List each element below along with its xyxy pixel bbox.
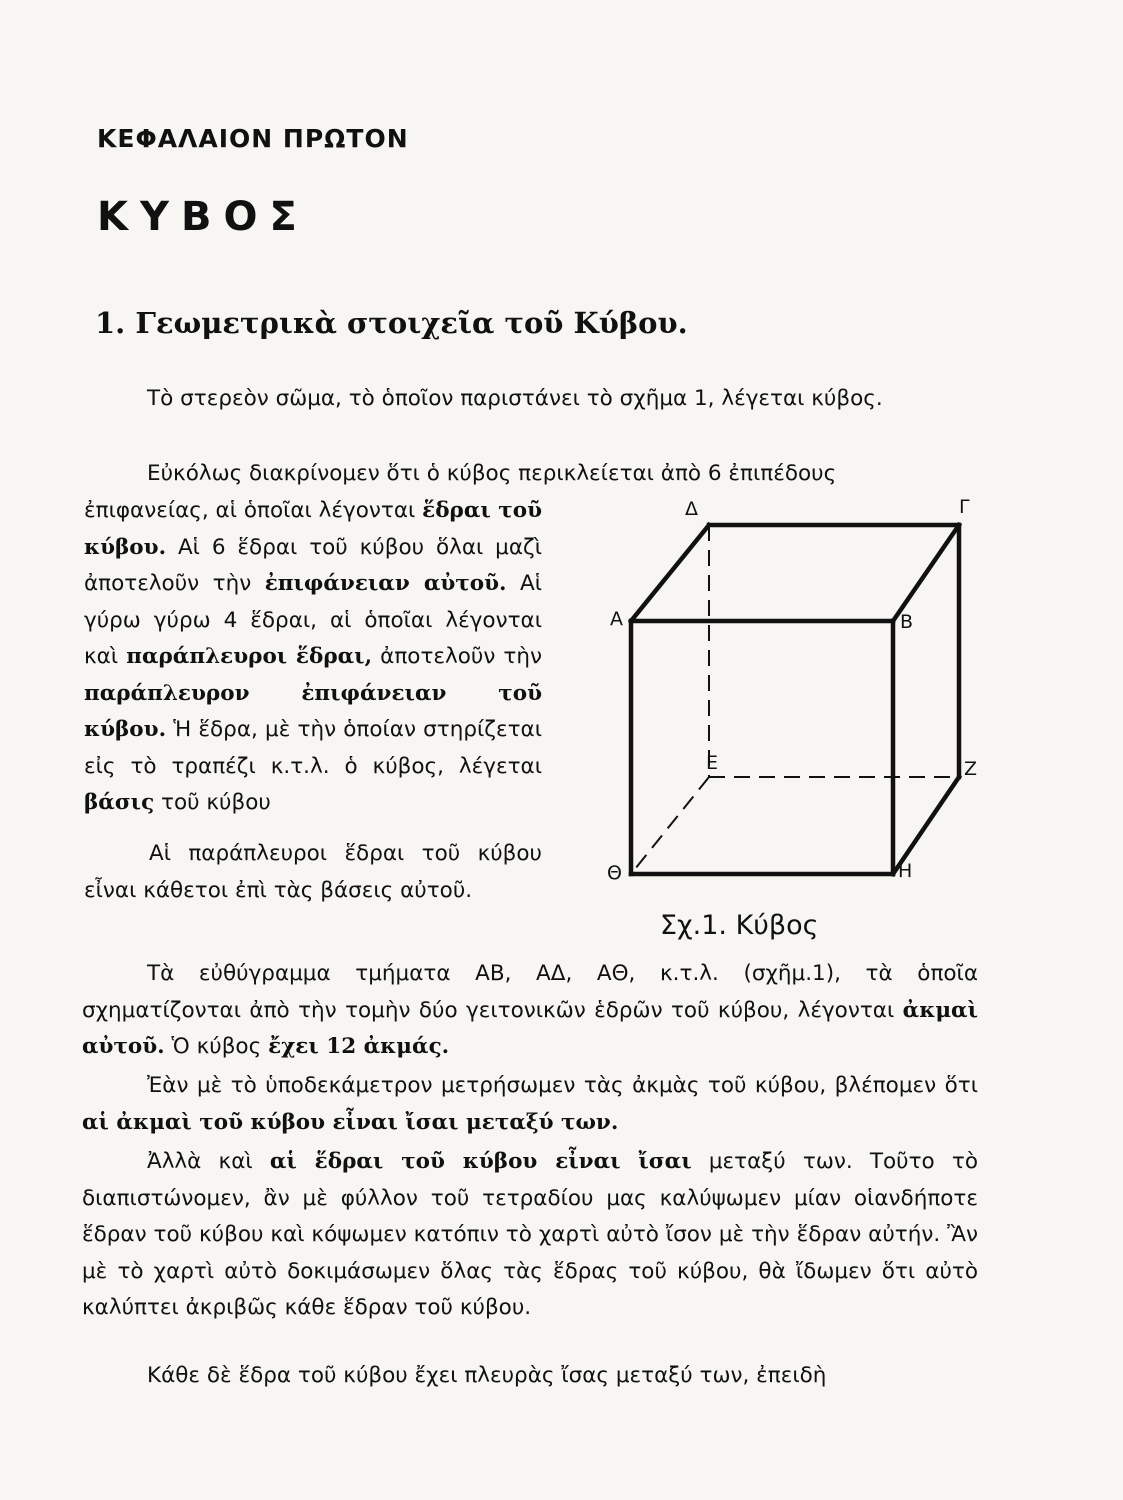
term-surface: ἐπιφάνειαν αὐτοῦ. [264, 571, 507, 596]
chapter-title: ΚΥΒΟΣ [97, 194, 309, 240]
paragraph-6: Ἀλλὰ καὶ αἱ ἕδραι τοῦ κύβου εἶναι ἴσαι μεταξύ των. Τοῦτο τὸ διαπιστώνομεν, ἂν μὲ φύλλον τοῦ τετραδίου μας καλύψωμεν μίαν οἱανδήποτε ἕδραν τοῦ κύβου καὶ κόψωμεν κατόπιν τὸ χαρτὶ αὐτὸ ἴσον μὲ τὴν ἕδραν αὐτήν. Ἂν μὲ τὸ χαρτὶ αὐτὸ δοκιμάσωμεν ὅλας τὰς ἕδρας τοῦ κύβου, θὰ ἴδωμεν ὅτι αὐτὸ καλύπτει ἀκριβῶς κάθε ἕδραν τοῦ κύβου. [82, 1149, 979, 1320]
vertex-label-E: Ε [706, 752, 719, 774]
paragraph-1: Τὸ στερεὸν σῶμα, τὸ ὁποῖον παριστάνει τὸ σχῆμα 1, λέγεται κύβος. [147, 386, 883, 411]
vertex-label-Z: Ζ [964, 758, 978, 780]
vertex-label-B: Β [900, 611, 914, 633]
term-base: βάσις [84, 790, 155, 815]
paragraph-7: Κάθε δὲ ἕδρα τοῦ κύβου ἔχει πλευρὰς ἴσας μεταξύ των, ἐπειδὴ [147, 1363, 827, 1388]
paragraph-4: Τὰ εὐθύγραμμα τμήματα ΑΒ, ΑΔ, ΑΘ, κ.τ.λ. (σχῆμ.1), τὰ ὁποῖα σχηματίζονται ἀπὸ τὴν τομὴν δύο γειτονικῶν ἑδρῶν τοῦ κύβου, λέγονται ἀκμαὶ αὐτοῦ. Ὁ κύβος ἔχει 12 ἀκμάς. [82, 961, 979, 1059]
paragraph-2-lead: Εὐκόλως διακρίνομεν ὅτι ὁ κύβος περικλείεται ἀπὸ 6 ἐπιπέδους [147, 461, 837, 486]
edge-BG [893, 525, 959, 621]
edge-AD [631, 525, 709, 621]
term-lateral-surface: παράπλευρον ἐπιφάνειαν τοῦ κύβου. [84, 680, 542, 742]
vertex-label-G: Γ [959, 496, 970, 518]
term-faces: ἕδραι τοῦ κύβου. [84, 498, 542, 560]
paragraph-5: Ἐὰν μὲ τὸ ὑποδεκάμετρον μετρήσωμεν τὰς ἀκμὰς τοῦ κύβου, βλέπομεν ὅτι αἱ ἀκμαὶ τοῦ κύβου εἶναι ἴσαι μεταξύ των. [82, 1073, 978, 1135]
section-heading: 1. Γεωμετρικὰ στοιχεῖα τοῦ Κύβου. [95, 306, 688, 340]
vertex-label-A: Α [610, 608, 623, 630]
cube-figure [590, 490, 1000, 950]
term-lateral-faces: παράπλευροι ἕδραι, [126, 644, 373, 669]
chapter-label: ΚΕΦΑΛΑΙΟΝ ΠΡΩΤΟΝ [97, 124, 409, 153]
term-edges-equal: αἱ ἀκμαὶ τοῦ κύβου εἶναι ἴσαι μεταξύ των. [82, 1109, 619, 1135]
term-12-edges: ἔχει 12 ἀκμάς. [268, 1034, 450, 1059]
term-faces-equal: αἱ ἕδραι τοῦ κύβου εἶναι ἴσαι [269, 1149, 692, 1174]
vertex-label-D: Δ [685, 498, 698, 520]
cube-drawing [590, 490, 1000, 910]
figure-caption: Σχ.1. Κύβος [660, 910, 819, 941]
vertex-label-TH: Θ [607, 862, 622, 884]
vertex-label-H: Η [898, 860, 913, 882]
hidden-edge-E-TH [631, 777, 709, 874]
term-edges: ἀκμαὶ αὐτοῦ. [82, 997, 979, 1059]
paragraph-2-body: ἐπιφανείας, αἱ ὁποῖαι λέγονται ἕδραι τοῦ κύβου. Αἱ 6 ἕδραι τοῦ κύβου ὅλαι μαζὶ ἀποτελοῦν τὴν ἐπιφάνειαν αὐτοῦ. Αἱ γύρω γύρω 4 ἕδραι, αἱ ὁποῖαι λέγονται καὶ παράπλευροι ἕδραι, ἀποτελοῦν τὴν παράπλευρον ἐπιφάνειαν τοῦ κύβου. Ἡ ἕδρα, μὲ τὴν ὁποίαν στηρίζεται εἰς τὸ τραπέζι κ.τ.λ. ὁ κύβος, λέγεται βάσις τοῦ κύβου [84, 498, 542, 815]
paragraph-3: Αἱ παράπλευροι ἕδραι τοῦ κύβου εἶναι κάθετοι ἐπὶ τὰς βάσεις αὐτοῦ. [84, 841, 542, 903]
